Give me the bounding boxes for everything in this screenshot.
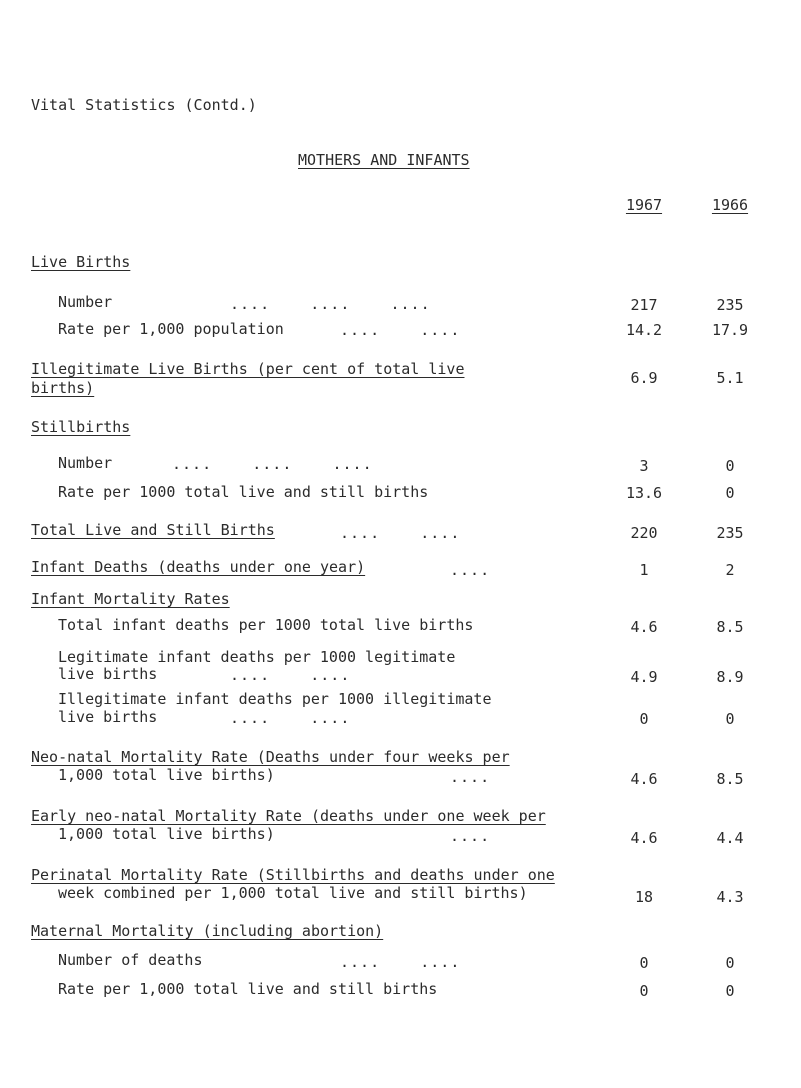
illegitimate-infant-label-line2: live births xyxy=(58,708,158,726)
early-neo-natal-label-line1: Early neo-natal Mortality Rate (deaths under one week per xyxy=(31,807,546,825)
live-births-rate-1966: 17.9 xyxy=(711,321,749,339)
stillbirths-number-1966: 0 xyxy=(725,457,735,475)
total-live-still-1966: 235 xyxy=(716,524,744,542)
live-births-number-label: Number xyxy=(58,293,113,311)
stillbirths-rate-label: Rate per 1000 total live and still births xyxy=(58,483,429,501)
leader-dots: .... .... xyxy=(340,321,461,339)
legitimate-label-line1: Legitimate infant deaths per 1000 legitimate xyxy=(58,648,456,666)
column-header-1966: 1966 xyxy=(711,196,749,214)
maternal-rate-1966: 0 xyxy=(725,982,735,1000)
leader-dots: .... .... xyxy=(230,709,351,727)
early-neo-natal-1967: 4.6 xyxy=(630,829,658,847)
stillbirths-number-label: Number xyxy=(58,454,113,472)
leader-dots: .... .... .... xyxy=(230,295,431,313)
infant-mortality-total-1966: 8.5 xyxy=(716,618,744,636)
infant-deaths-1966: 2 xyxy=(725,561,735,579)
neo-natal-1966: 8.5 xyxy=(716,770,744,788)
infant-mortality-total-1967: 4.6 xyxy=(630,618,658,636)
perinatal-label-line1: Perinatal Mortality Rate (Stillbirths and deaths under one xyxy=(31,866,555,884)
neo-natal-label-line1: Neo-natal Mortality Rate (Deaths under four weeks per xyxy=(31,748,510,766)
infant-mortality-heading: Infant Mortality Rates xyxy=(31,590,230,608)
column-header-1967: 1967 xyxy=(625,196,663,214)
leader-dots: .... .... xyxy=(340,953,461,971)
stillbirths-rate-1967: 13.6 xyxy=(625,484,663,502)
illegitimate-infant-label-line1: Illegitimate infant deaths per 1000 illegitimate xyxy=(58,690,492,708)
total-live-still-1967: 220 xyxy=(630,524,658,542)
running-title: Vital Statistics (Contd.) xyxy=(31,96,257,114)
illegitimate-infant-1966: 0 xyxy=(725,710,735,728)
legitimate-1966: 8.9 xyxy=(716,668,744,686)
section-title: MOTHERS AND INFANTS xyxy=(298,151,470,169)
perinatal-1967: 18 xyxy=(634,888,654,906)
leader-dots: .... xyxy=(450,768,491,786)
live-births-number-1966: 235 xyxy=(716,296,744,314)
maternal-deaths-1967: 0 xyxy=(639,954,649,972)
leader-dots: .... .... .... xyxy=(172,455,373,473)
infant-mortality-total-label: Total infant deaths per 1000 total live births xyxy=(58,616,474,634)
infant-deaths-label: Infant Deaths (deaths under one year) xyxy=(31,558,366,576)
perinatal-label-line2: week combined per 1,000 total live and still births) xyxy=(58,884,528,902)
maternal-heading: Maternal Mortality (including abortion) xyxy=(31,922,384,940)
live-births-heading: Live Births xyxy=(31,253,131,271)
early-neo-natal-1966: 4.4 xyxy=(716,829,744,847)
maternal-deaths-1966: 0 xyxy=(725,954,735,972)
live-births-rate-1967: 14.2 xyxy=(625,321,663,339)
legitimate-label-line2: live births xyxy=(58,665,158,683)
live-births-number-1967: 217 xyxy=(630,296,658,314)
illegitimate-label-line1: Illegitimate Live Births (per cent of total live xyxy=(31,360,465,378)
neo-natal-1967: 4.6 xyxy=(630,770,658,788)
stillbirths-rate-1966: 0 xyxy=(725,484,735,502)
infant-deaths-1967: 1 xyxy=(639,561,649,579)
stillbirths-heading: Stillbirths xyxy=(31,418,131,436)
illegitimate-label-line2: births) xyxy=(31,379,95,397)
leader-dots: .... .... xyxy=(230,666,351,684)
maternal-deaths-label: Number of deaths xyxy=(58,951,203,969)
maternal-rate-1967: 0 xyxy=(639,982,649,1000)
perinatal-1966: 4.3 xyxy=(716,888,744,906)
illegitimate-1966: 5.1 xyxy=(716,369,744,387)
stillbirths-number-1967: 3 xyxy=(639,457,649,475)
leader-dots: .... xyxy=(450,561,491,579)
live-births-rate-label: Rate per 1,000 population xyxy=(58,320,284,338)
illegitimate-1967: 6.9 xyxy=(630,369,658,387)
maternal-rate-label: Rate per 1,000 total live and still births xyxy=(58,980,438,998)
legitimate-1967: 4.9 xyxy=(630,668,658,686)
total-live-still-label: Total Live and Still Births xyxy=(31,521,275,539)
leader-dots: .... xyxy=(450,827,491,845)
early-neo-natal-label-line2: 1,000 total live births) xyxy=(58,825,275,843)
leader-dots: .... .... xyxy=(340,524,461,542)
neo-natal-label-line2: 1,000 total live births) xyxy=(58,766,275,784)
illegitimate-infant-1967: 0 xyxy=(639,710,649,728)
